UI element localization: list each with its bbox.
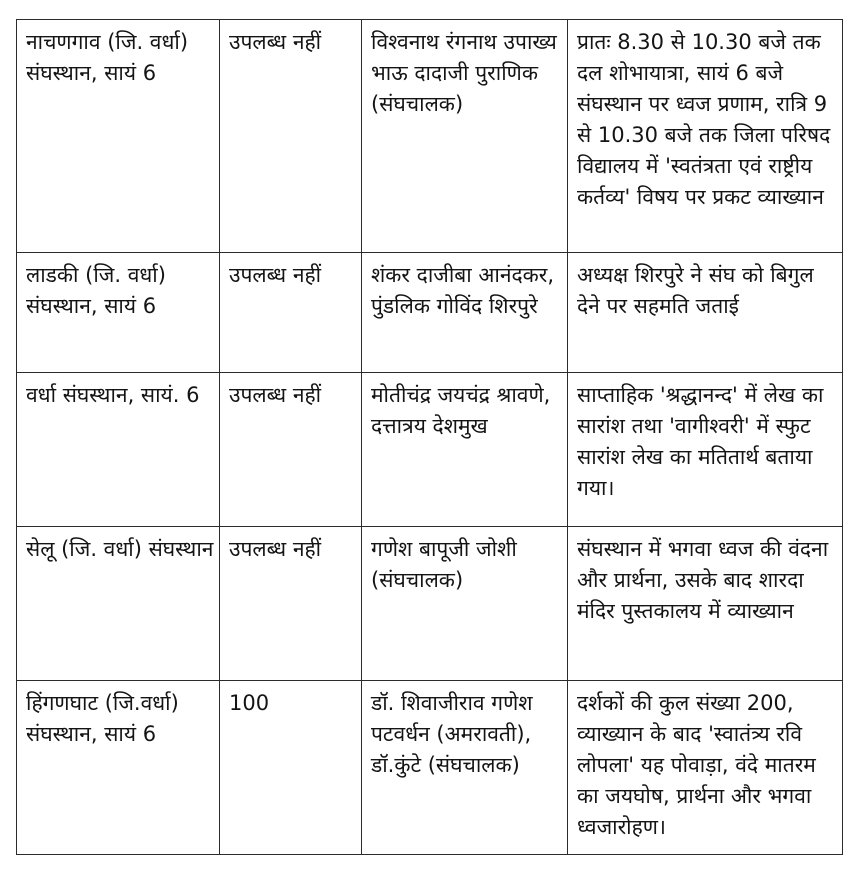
- details-cell: दर्शकों की कुल संख्या 200, व्याख्यान के बाद 'स्वातंत्र्य रवि लोपला' यह पोवाड़ा, वंदे मातरम का जयघोष, प्रार्थना और भगवा ध्वजारोहण।: [568, 681, 843, 855]
- table-row: [17, 527, 843, 681]
- table-row: [17, 681, 843, 855]
- count-cell: उपलब्ध नहीं: [220, 527, 362, 681]
- place-cell: सेलू (जि. वर्धा) संघस्थान: [17, 527, 220, 681]
- persons-cell: मोतीचंद्र जयचंद्र श्रावणे, दत्तात्रय देशमुख: [362, 373, 568, 527]
- count-cell: उपलब्ध नहीं: [220, 20, 362, 253]
- place-cell: वर्धा संघस्थान, सायं. 6: [17, 373, 220, 527]
- count-cell: उपलब्ध नहीं: [220, 373, 362, 527]
- persons-cell: गणेश बापूजी जोशी (संघचालक): [362, 527, 568, 681]
- details-cell: प्रातः 8.30 से 10.30 बजे तक दल शोभायात्रा, सायं 6 बजे संघस्थान पर ध्वज प्रणाम, रात्रि 9 से 10.30 बजे तक जिला परिषद विद्यालय में 'स्वतंत्रता एवं राष्ट्रीय कर्तव्य' विषय पर प्रकट व्याख्यान: [568, 20, 843, 253]
- details-cell: संघस्थान में भगवा ध्वज की वंदना और प्रार्थना, उसके बाद शारदा मंदिर पुस्तकालय में व्याख्यान: [568, 527, 843, 681]
- count-cell: उपलब्ध नहीं: [220, 253, 362, 373]
- persons-cell: डॉ. शिवाजीराव गणेश पटवर्धन (अमरावती), डॉ.कुंटे (संघचालक): [362, 681, 568, 855]
- persons-cell: शंकर दाजीबा आनंदकर, पुंडलिक गोविंद शिरपुरे: [362, 253, 568, 373]
- events-table: [16, 19, 843, 855]
- details-cell: अध्यक्ष शिरपुरे ने संघ को बिगुल देने पर सहमति जताई: [568, 253, 843, 373]
- table-row: [17, 253, 843, 373]
- place-cell: नाचणगाव (जि. वर्धा) संघस्थान, सायं 6: [17, 20, 220, 253]
- table-row: [17, 373, 843, 527]
- document-page: [16, 19, 842, 855]
- persons-cell: विश्वनाथ रंगनाथ उपाख्य भाऊ दादाजी पुराणिक (संघचालक): [362, 20, 568, 253]
- place-cell: हिंगणघाट (जि.वर्धा) संघस्थान, सायं 6: [17, 681, 220, 855]
- details-cell: साप्ताहिक 'श्रद्धानन्द' में लेख का सारांश तथा 'वागीश्वरी' में स्फुट सारांश लेख का मतितार्थ बताया गया।: [568, 373, 843, 527]
- table-row: [17, 20, 843, 253]
- count-cell: 100: [220, 681, 362, 855]
- place-cell: लाडकी (जि. वर्धा) संघस्थान, सायं 6: [17, 253, 220, 373]
